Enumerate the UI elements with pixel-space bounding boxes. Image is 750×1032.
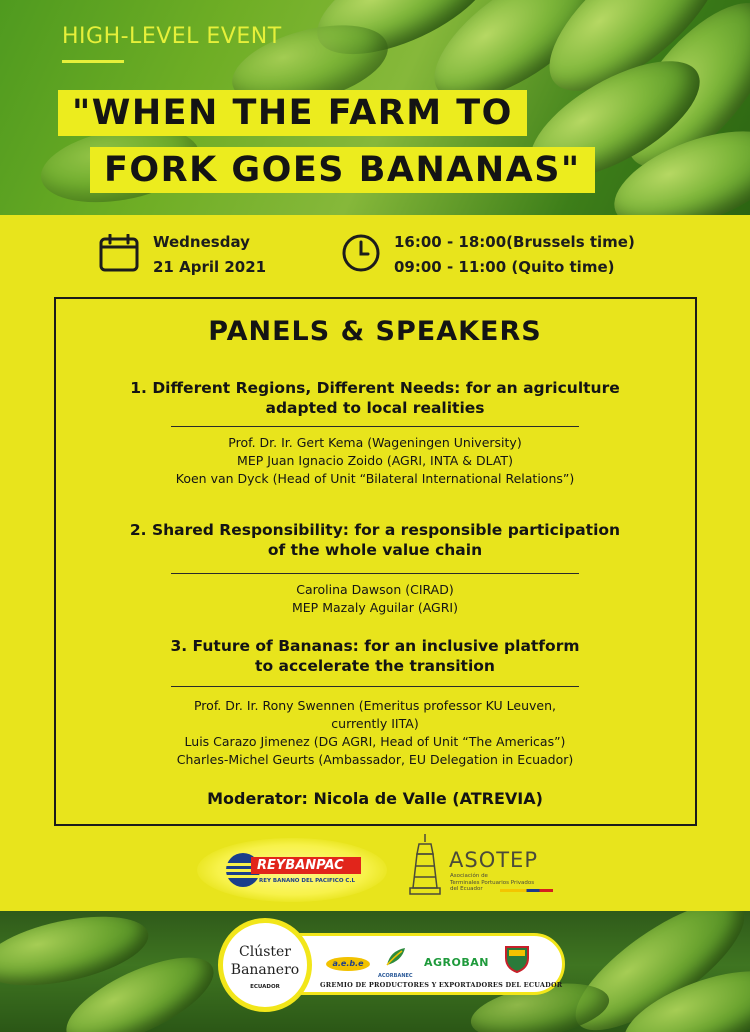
speaker: Koen van Dyck (Head of Unit “Bilateral International Relations”): [175, 471, 575, 486]
event-kicker: HIGH-LEVEL EVENT: [62, 24, 282, 49]
panel-3-speakers: [90, 697, 660, 769]
panel-1-heading-line2: adapted to local realities: [265, 399, 485, 417]
event-title-line1: "WHEN THE FARM TO: [58, 90, 527, 136]
asotep-subtitle-line: Asociación de: [450, 873, 488, 879]
speaker: Charles-Michel Geurts (Ambassador, EU Delegation in Ecuador): [176, 752, 574, 767]
cluster-name-line2: Bananero: [230, 962, 300, 978]
panel-2-heading-line1: 2. Shared Responsibility: for a responsible participation: [129, 521, 621, 539]
gremio-caption: GREMIO DE PRODUCTORES Y EXPORTADORES DEL ECUADOR: [320, 981, 563, 989]
panels-title: PANELS & SPEAKERS: [208, 316, 542, 347]
event-date-value: 21 April 2021: [153, 258, 267, 276]
asotep-subtitle-line: Terminales Portuarios Privados: [450, 879, 535, 886]
event-day: Wednesday: [153, 233, 250, 251]
speaker: Prof. Dr. Ir. Gert Kema (Wageningen University): [228, 435, 522, 450]
event-date: [153, 230, 266, 280]
event-title-line2: FORK GOES BANANAS": [90, 147, 595, 193]
cluster-name-line1: Clúster: [239, 944, 291, 960]
reybanpac-name: REYBANPAC: [251, 857, 361, 874]
panel-2-heading: [100, 520, 650, 560]
panel-2-speakers: [90, 581, 660, 617]
moderator: Moderator: Nicola de Valle (ATREVIA): [207, 789, 543, 808]
panel-3-heading: [100, 636, 650, 676]
acorbanec-logo: ACORBANEC: [378, 973, 413, 979]
time-quito: 09:00 - 11:00 (Quito time): [394, 258, 615, 276]
clock-icon: [341, 233, 381, 273]
cluster-country: ECUADOR: [250, 984, 280, 990]
panel-3-heading-line2: to accelerate the transition: [255, 657, 495, 675]
panel-1-speakers: [90, 434, 660, 488]
agroban-logo: AGROBAN: [424, 956, 489, 969]
panel-1-heading-line1: 1. Different Regions, Different Needs: for an agriculture: [130, 379, 620, 397]
calendar-icon: [99, 234, 139, 272]
panel-3-divider: [171, 686, 579, 687]
reybanpac-logo: [197, 838, 387, 902]
asotep-lighthouse-icon: [409, 834, 441, 896]
speaker: currently IITA): [331, 716, 419, 731]
panel-3-heading-line1: 3. Future of Bananas: for an inclusive platform: [170, 637, 580, 655]
speaker: MEP Mazaly Aguilar (AGRI): [292, 600, 458, 615]
shield-crest-icon: [503, 944, 531, 974]
acorbanec-leaf-icon: [384, 945, 408, 969]
panel-2-heading-line2: of the whole value chain: [267, 541, 483, 559]
speaker: Luis Carazo Jimenez (DG AGRI, Head of Unit “The Americas”): [184, 734, 566, 749]
speaker: Prof. Dr. Ir. Rony Swennen (Emeritus professor KU Leuven,: [193, 698, 556, 713]
panel-1-heading: [100, 378, 650, 418]
asotep-subtitle-line: del Ecuador: [450, 886, 483, 892]
time-brussels: 16:00 - 18:00(Brussels time): [394, 233, 635, 251]
aebe-logo: a.e.b.e: [326, 957, 370, 971]
panel-2-divider: [171, 573, 579, 574]
kicker-underline: [62, 60, 124, 63]
asotep-flag-stripe: [500, 889, 553, 892]
reybanpac-subtitle: REY BANANO DEL PACIFICO C.L: [259, 878, 356, 884]
panel-1-divider: [171, 426, 579, 427]
speaker: Carolina Dawson (CIRAD): [296, 582, 454, 597]
event-time: [394, 230, 635, 280]
asotep-name: ASOTEP: [449, 848, 538, 872]
speaker: MEP Juan Ignacio Zoido (AGRI, INTA & DLAT): [237, 453, 513, 468]
